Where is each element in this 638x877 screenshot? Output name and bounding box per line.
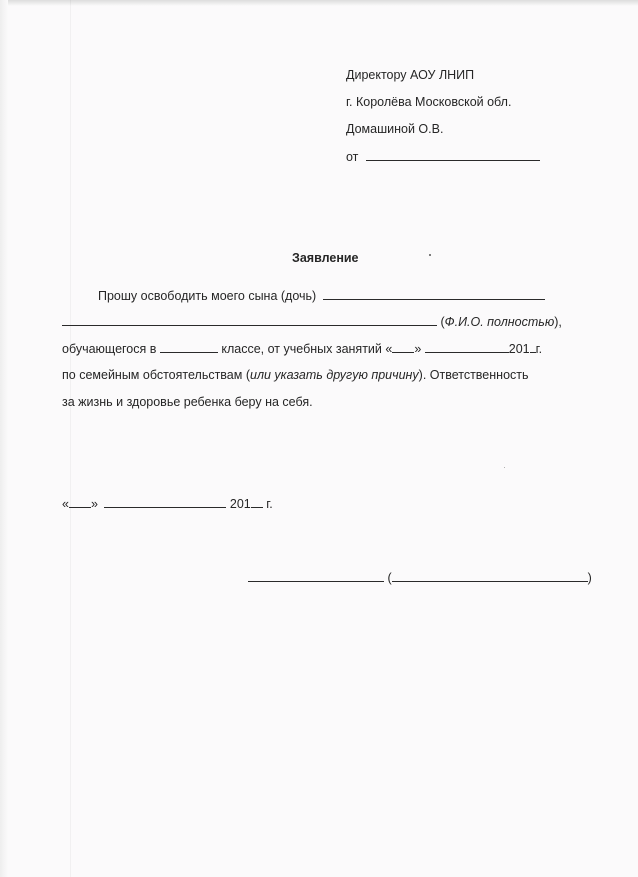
- fio-close: ),: [554, 315, 562, 329]
- scan-speck: [429, 254, 431, 256]
- class-blank[interactable]: [160, 340, 218, 353]
- request-line: [98, 287, 545, 304]
- year-prefix: 201: [508, 342, 530, 356]
- class-line: [62, 340, 542, 357]
- date-year-prefix: 201: [229, 497, 251, 511]
- scan-speck: [504, 467, 505, 468]
- date-year-suffix: г.: [266, 497, 273, 511]
- fio-hint: Ф.И.О. полностью: [444, 315, 555, 329]
- quote-open: «: [385, 342, 393, 356]
- reason-line: [62, 367, 529, 383]
- full-name-blank[interactable]: [62, 313, 437, 326]
- date-quote-close: »: [90, 497, 98, 511]
- quote-close: »: [414, 342, 422, 356]
- day-blank[interactable]: [392, 340, 414, 353]
- responsibility-line: за жизнь и здоровье ребенка беру на себя.: [62, 395, 313, 409]
- year-suffix: г.: [535, 342, 543, 356]
- date-quote-open: «: [62, 497, 69, 511]
- signature-name-blank[interactable]: [392, 569, 588, 582]
- request-text: Прошу освободить моего сына (дочь): [98, 289, 317, 303]
- signature-paren-open: (: [387, 571, 392, 585]
- date-line: [62, 495, 273, 512]
- family-reasons: по семейным обстоятельствам (: [62, 368, 250, 382]
- date-year-digit-blank[interactable]: [251, 495, 263, 508]
- addressee-city: г. Королёва Московской обл.: [346, 95, 512, 109]
- scan-top-edge: [0, 0, 638, 6]
- from-blank[interactable]: [366, 148, 540, 161]
- signature-paren-close: ): [587, 571, 592, 585]
- responsibility-text: ). Ответственность: [418, 368, 529, 382]
- addressee-line: Директору АОУ ЛНИП: [346, 68, 475, 82]
- date-month-blank[interactable]: [104, 495, 226, 508]
- page-fold-line: [70, 0, 71, 877]
- other-reason-hint: или указать другую причину: [250, 368, 419, 382]
- from-line: [346, 148, 540, 165]
- signature-line: [248, 569, 592, 586]
- from-label: от: [346, 150, 359, 164]
- fio-open: (: [440, 315, 445, 329]
- signature-blank[interactable]: [248, 569, 384, 582]
- class-label: классе, от учебных занятий: [221, 342, 382, 356]
- document-title: Заявление: [292, 251, 359, 265]
- scan-left-edge: [0, 0, 8, 877]
- month-blank[interactable]: [425, 340, 509, 353]
- addressee-name: Домашиной О.В.: [346, 122, 444, 136]
- date-day-blank[interactable]: [69, 495, 91, 508]
- studying-text: обучающегося в: [62, 342, 157, 356]
- child-name-blank[interactable]: [323, 287, 545, 300]
- fio-line: [62, 313, 562, 330]
